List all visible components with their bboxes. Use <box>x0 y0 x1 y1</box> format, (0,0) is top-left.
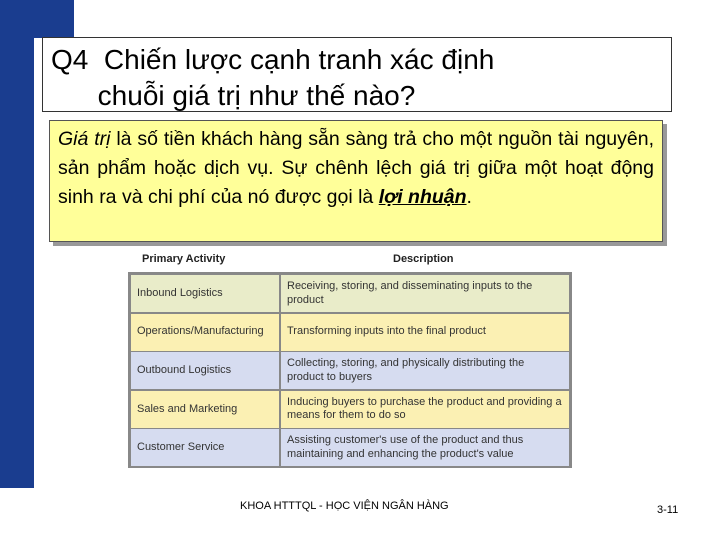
definition-text-1: là số tiền khách hàng sẵn sàng trả cho một nguồn tài nguyên, sản phẩm hoặc dịch vụ. Sự chênh lệch giá trị giữa một hoạt động sinh ra và chi phí của nó được gọi là <box>58 128 654 208</box>
slide-title <box>51 42 494 114</box>
description-cell: Inducing buyers to purchase the product and providing a means for them to do so <box>281 391 569 428</box>
table-row <box>131 314 569 351</box>
footer-text: KHOA HTTTQL - HỌC VIỆN NGÂN HÀNG <box>240 500 449 512</box>
activity-cell: Inbound Logistics <box>131 275 279 312</box>
definition-box <box>49 120 663 242</box>
page-number: 3-11 <box>657 504 679 516</box>
activity-cell: Outbound Logistics <box>131 352 279 389</box>
activity-cell: Operations/Manufacturing <box>131 314 279 351</box>
activity-cell: Sales and Marketing <box>131 391 279 428</box>
description-cell: Collecting, storing, and physically distributing the product to buyers <box>281 352 569 389</box>
description-cell: Receiving, storing, and disseminating inputs to the product <box>281 275 569 312</box>
table-row <box>131 391 569 428</box>
definition-term-2: lợi nhuận <box>378 186 467 208</box>
table-body <box>128 272 572 468</box>
table-row <box>131 429 569 466</box>
title-line-1: Q4 Chiến lược cạnh tranh xác định <box>51 44 495 75</box>
description-cell: Transforming inputs into the final product <box>281 314 569 351</box>
table-row <box>131 352 569 389</box>
header-primary-activity: Primary Activity <box>142 253 226 265</box>
value-chain-table <box>128 253 574 469</box>
activity-cell: Customer Service <box>131 429 279 466</box>
header-description: Description <box>393 253 454 265</box>
title-line-2: chuỗi giá trị như thế nào? <box>51 80 416 111</box>
table-row <box>131 275 569 312</box>
description-cell: Assisting customer's use of the product and thus maintaining and enhancing the product's value <box>281 429 569 466</box>
definition-term: Giá trị <box>58 128 111 150</box>
definition-text-2: . <box>466 186 472 208</box>
left-accent-bar <box>0 0 34 488</box>
slide-title-box <box>42 37 672 112</box>
corner-accent <box>34 0 74 38</box>
